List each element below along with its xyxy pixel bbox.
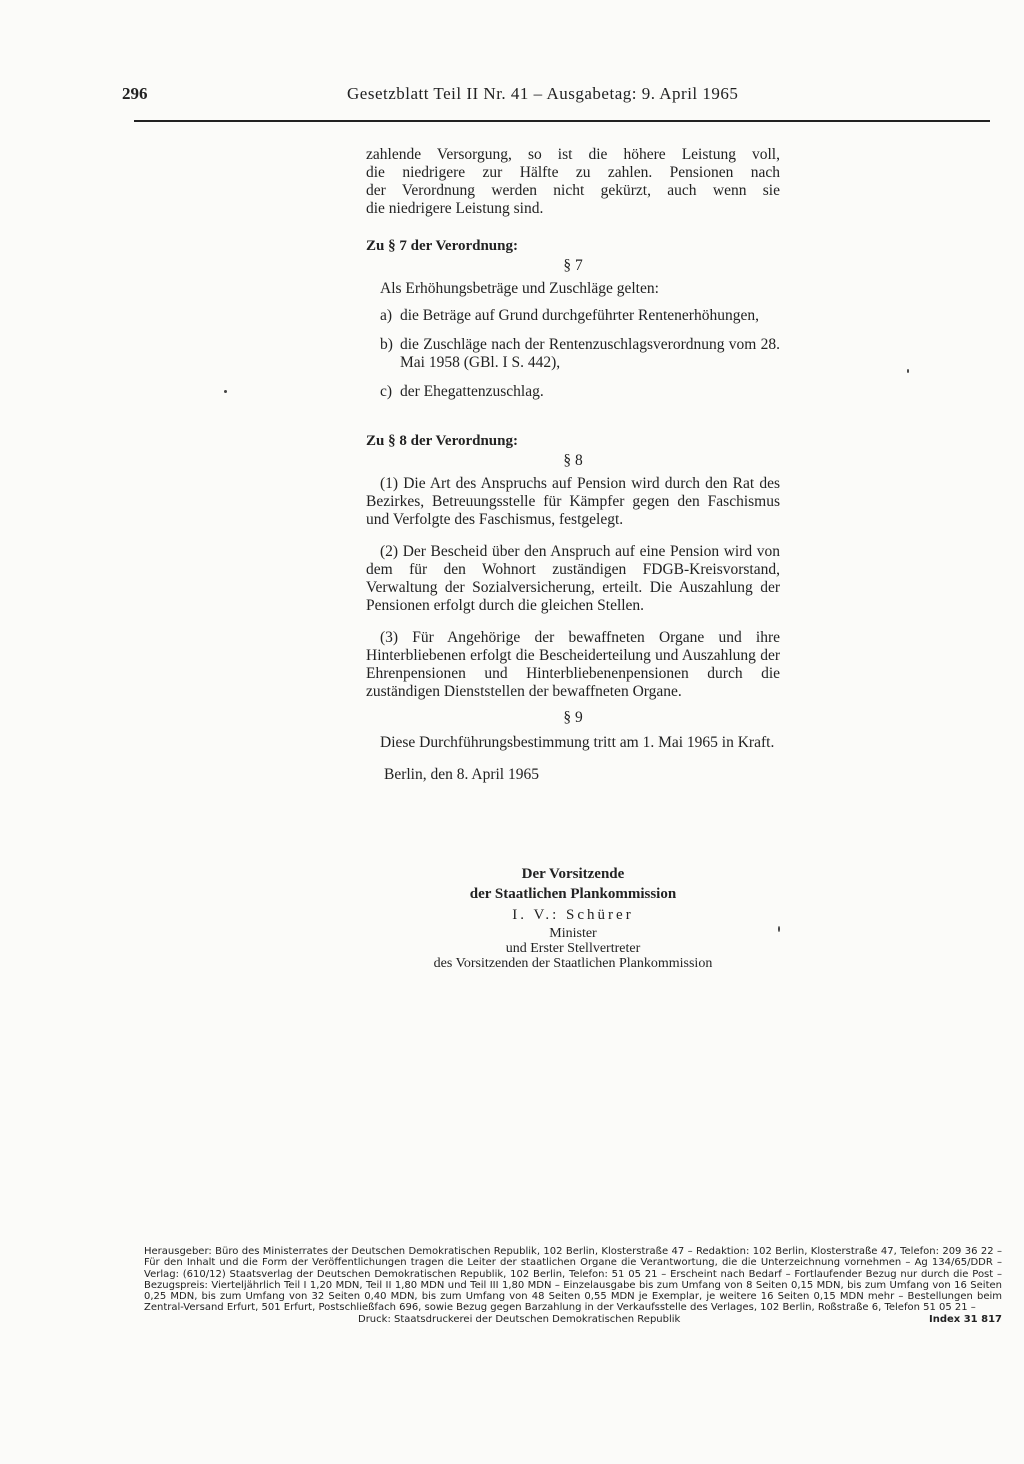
- list-text: die Zuschläge nach der Rentenzuschlagsverordnung vom 28. Mai 1958 (GBl. I S. 442),: [400, 336, 780, 371]
- zu8-heading: Zu § 8 der Verordnung:: [366, 433, 518, 449]
- para8-3: (3) Für Angehörige der bewaffneten Organe und ihre Hinterbliebenen erfolgt die Bescheiderteilung und Auszahlung der Ehrenpensionen und Hinterbliebenenpensionen durch die zuständigen Dienststellen der bewaffneten Organe.: [366, 629, 780, 700]
- signer-role-1: Minister: [549, 926, 597, 941]
- list-text: die Beträge auf Grund durchgeführter Rentenerhöhungen,: [400, 307, 759, 324]
- para8-2: (2) Der Bescheid über den Anspruch auf eine Pension wird von dem für den Wohnort zuständigen FDGB-Kreisvorstand, Verwaltung der Sozialversicherung, erteilt. Die Auszahlung der Pensionen erfolgt durch die gleichen Stellen.: [366, 543, 780, 614]
- para8-1: (1) Die Art des Anspruchs auf Pension wird durch den Rat des Bezirkes, Betreuungsstelle für Kämpfer gegen den Faschismus und Verfolgte des Faschismus, festgelegt.: [366, 475, 780, 528]
- intro-line: die niedrigere Leistung sind.: [366, 200, 544, 217]
- printer-line: Druck: Staatsdruckerei der Deutschen Demokratischen Republik: [358, 1313, 681, 1325]
- intro-line: die niedrigere zur Hälfte zu zahlen. Pensionen nach: [366, 164, 780, 181]
- signer-role-3: des Vorsitzenden der Staatlichen Plankommission: [433, 956, 713, 971]
- signer-role-2: und Erster Stellvertreter: [505, 941, 641, 956]
- place-date: Berlin, den 8. April 1965: [384, 766, 539, 783]
- list-label: c): [380, 383, 393, 400]
- para7-lead: Als Erhöhungsbeträge und Zuschläge gelten:: [380, 280, 659, 297]
- print-speck: [778, 926, 780, 932]
- signature-title-1: Der Vorsitzende: [521, 866, 625, 882]
- section-7: [366, 237, 780, 401]
- page-number: 296: [122, 84, 148, 103]
- intro-line: der Verordnung werden nicht gekürzt, auch wenn sie: [366, 182, 780, 199]
- zu7-heading: Zu § 7 der Verordnung:: [366, 238, 518, 254]
- para9-title: § 9: [563, 709, 583, 726]
- impressum-last-line: [144, 1314, 1002, 1325]
- para9-text: Diese Durchführungsbestimmung tritt am 1. Mai 1965 in Kraft.: [380, 734, 775, 751]
- header-rule: [134, 120, 990, 122]
- list-item: [366, 307, 780, 325]
- list-label: a): [380, 307, 393, 324]
- page-header: [122, 84, 992, 110]
- section-8: [366, 432, 780, 784]
- list-item: [366, 336, 780, 372]
- signature-title-2: der Staatlichen Plankommission: [469, 886, 677, 902]
- list-item: [366, 383, 780, 401]
- intro-line: zahlende Versorgung, so ist die höhere Leistung voll,: [366, 146, 780, 163]
- impressum: [144, 1246, 1002, 1325]
- list-label: b): [380, 336, 393, 353]
- print-speck: [224, 390, 227, 393]
- para8-title: § 8: [563, 452, 583, 469]
- list-text: der Ehegattenzuschlag.: [400, 383, 544, 400]
- running-title: Gesetzblatt Teil II Nr. 41 – Ausgabetag: 9. April 1965: [347, 84, 739, 103]
- index-number: Index 31 817: [929, 1313, 1002, 1325]
- impressum-text: Herausgeber: Büro des Ministerrates der Deutschen Demokratischen Republik, 102 Berlin, Klosterstraße 47 – Redaktion: 102 Berlin, Klosterstraße 47, Telefon: 209 36 22 – Für den Inhalt und die Form der Veröffentlichungen tragen die Leiter der staatlichen Organe die Verantwortung, die die Unterzeichnung vornehmen – Ag 134/65/DDR – Verlag: (610/12) Staatsverlag der Deutschen Demokratischen Republik, 102 Berlin, Telefon: 51 05 21 – Erscheint nach Bedarf – Fortlaufender Bezug nur durch die Post – Bezugspreis: Vierteljährlich Teil I 1,20 MDN, Teil II 1,80 MDN und Teil III 1,80 MDN – Einzelausgabe bis zum Umfang von 8 Seiten 0,15 MDN, bis zum Umfang von 16 Seiten 0,25 MDN, bis zum Umfang von 32 Seiten 0,40 MDN, bis zum Umfang von 48 Seiten 0,55 MDN je Exemplar, je weitere 16 Seiten 0,15 MDN mehr – Bestellungen beim Zentral-Versand Erfurt, 501 Erfurt, Postschließfach 696, sowie Bezug gegen Barzahlung in der Verkaufsstelle des Verlages, 102 Berlin, Roßstraße 6, Telefon 51 05 21 –: [144, 1246, 1002, 1314]
- signature-block: [366, 866, 780, 971]
- signer-name: I. V.: Schürer: [512, 907, 634, 923]
- intro-paragraph: [366, 146, 780, 218]
- para7-title: § 7: [563, 257, 583, 274]
- print-speck: [907, 369, 909, 373]
